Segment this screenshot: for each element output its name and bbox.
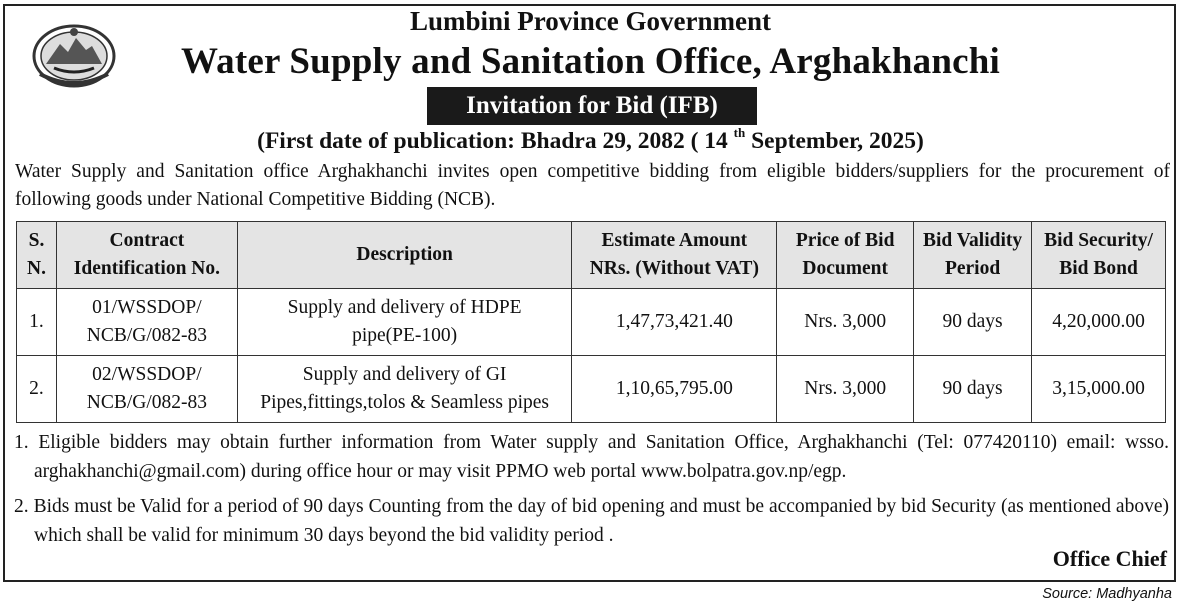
header-validity: Bid Validity Period [914,222,1032,289]
government-name: Lumbini Province Government [410,6,771,36]
table-header-row [17,222,1166,289]
cell-amount: 1,47,73,421.40 [572,289,777,356]
note-item: 1. Eligible bidders may obtain further information from Water supply and Sanitation Office, Arghakhanchi (Tel: 077420110) email: wsso. arghakhanchi@gmail.com) during office hour or may visit PPMO web portal www.bolpatra.gov.np/egp. [14,432,1169,482]
signature: Office Chief [1052,546,1167,571]
header-price: Price of Bid Document [777,222,914,289]
cell-price: Nrs. 3,000 [777,289,914,356]
note-item: 2. Bids must be Valid for a period of 90 days Counting from the day of bid opening and must be accompanied by bid Security (as mentioned above) which shall be valid for minimum 30 days beyond the bid validity period . [14,496,1169,546]
cell-contract-id: 02/WSSDOP/ NCB/G/082-83 [56,356,237,423]
source-credit: Source: Madhyanha [1042,586,1172,602]
cell-price: Nrs. 3,000 [777,356,914,423]
cell-sn: 1. [17,289,57,356]
cell-description: Supply and delivery of HDPE pipe(PE-100) [237,289,572,356]
header-contract-id: Contract Identification No. [56,222,237,289]
notes-section [14,428,1169,556]
cell-validity: 90 days [914,289,1032,356]
table-row [17,289,1166,356]
header-description: Description [237,222,572,289]
cell-description: Supply and delivery of GI Pipes,fittings,tolos & Seamless pipes [237,356,572,423]
table-row [17,356,1166,423]
intro-line: following goods under National Competitive Bidding (NCB). [15,189,496,210]
cell-amount: 1,10,65,795.00 [572,356,777,423]
bid-table [16,221,1166,423]
cell-security: 3,15,000.00 [1032,356,1166,423]
cell-contract-id: 01/WSSDOP/ NCB/G/082-83 [56,289,237,356]
header-sn: S. N. [17,222,57,289]
intro-paragraph [15,158,1170,214]
notice-title: Invitation for Bid (IFB) [427,87,757,125]
header-security: Bid Security/ Bid Bond [1032,222,1166,289]
publication-date: (First date of publication: Bhadra 29, 2082 ( 14 $^{th}$ September, 2025) [257,125,924,154]
cell-security: 4,20,000.00 [1032,289,1166,356]
intro-line: Water Supply and Sanitation office Arghakhanchi invites open competitive bidding from eligible bidders/suppliers for the procurement of [15,161,1170,182]
cell-validity: 90 days [914,356,1032,423]
cell-sn: 2. [17,356,57,423]
header-estimate-amount: Estimate Amount NRs. (Without VAT) [572,222,777,289]
office-name: Water Supply and Sanitation Office, Arghakhanchi [181,41,1000,82]
